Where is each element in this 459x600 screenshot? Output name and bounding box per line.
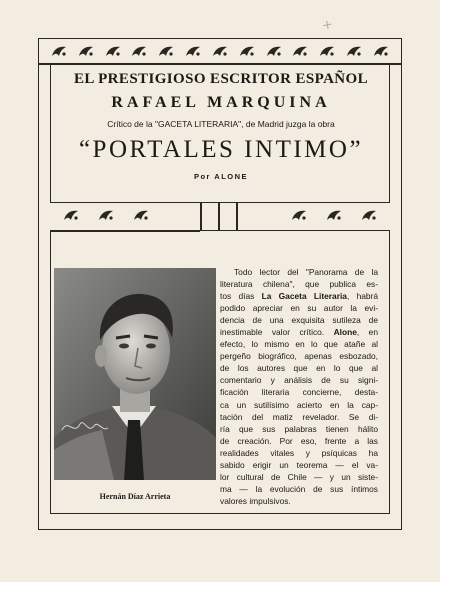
- leaf-ornament-icon: [238, 44, 256, 58]
- article-line: ficación literaria concierne, desta-: [220, 387, 378, 398]
- photo-caption: Hernán Díaz Arrieta: [99, 492, 171, 501]
- leaf-ornament-icon: [360, 208, 378, 222]
- leaf-ornament-icon: [157, 44, 175, 58]
- article-line: sabido erigir un teorema — el va-: [220, 459, 378, 470]
- article-line: inestimable valor crítico. Alone, en: [220, 327, 378, 338]
- leaf-ornament-icon: [97, 208, 115, 222]
- leaf-ornament-icon: [318, 44, 336, 58]
- article-line: tos días La Gaceta Literaria, habrá: [220, 291, 378, 302]
- leaf-ornament-icon: [184, 44, 202, 58]
- article-line: realidades vitales y psíquicas ha: [220, 447, 378, 458]
- top-ornament-row: [50, 44, 390, 58]
- middle-right-ornament-row: [290, 208, 378, 222]
- headline: EL PRESTIGIOSO ESCRITOR ESPAÑOL: [73, 71, 369, 87]
- leaf-ornament-icon: [211, 44, 229, 58]
- leaf-ornament-icon: [325, 208, 343, 222]
- portrait-illustration: [54, 268, 216, 480]
- article-line: efecto, lo mismo en lo que atañe al: [220, 339, 378, 350]
- leaf-ornament-icon: [345, 44, 363, 58]
- article-line: ría que sus palabras tienen hálito: [220, 423, 378, 434]
- subheadline: Crítico de la "GACETA LITERARIA", de Madrid juzga la obra: [107, 119, 335, 129]
- byline: Por ALONE: [193, 172, 249, 181]
- author-name: RAFAEL MARQUINA: [111, 94, 331, 111]
- article-line: literatura chilena", que publica es-: [220, 279, 378, 290]
- pencil-mark: +: [320, 17, 335, 34]
- divider-rule-right: [236, 202, 238, 230]
- scan-margin-right: [440, 0, 459, 600]
- article-line: podido apreciar en su autor la evi-: [220, 303, 378, 314]
- lower-rule-left: [50, 230, 200, 232]
- article-line: de los autores que en lo que al: [220, 363, 378, 374]
- article-line: ca un sutilísimo acierto en la cap-: [220, 399, 378, 410]
- author-portrait-photo: [54, 268, 216, 480]
- leaf-ornament-icon: [104, 44, 122, 58]
- article-line: dencia de una exquisita sutileza de: [220, 315, 378, 326]
- divider-rule-left: [200, 202, 202, 230]
- leaf-ornament-icon: [372, 44, 390, 58]
- divider-rule-mid: [218, 202, 220, 230]
- work-title: “PORTALES INTIMO”: [78, 136, 364, 163]
- article-line: tación del matiz revelador. Se di-: [220, 411, 378, 422]
- article-body: [220, 266, 378, 507]
- article-line: comentario y análisis de su signi-: [220, 375, 378, 386]
- article-line: Todo lector del "Panorama de la: [234, 267, 378, 277]
- article-line: valores impulsivos.: [220, 495, 291, 506]
- leaf-ornament-icon: [290, 208, 308, 222]
- article-line: lor cultural de Chile — y un siste-: [220, 471, 378, 482]
- article-line: ma — la evolución de sus íntimos: [220, 483, 378, 494]
- leaf-ornament-icon: [132, 208, 150, 222]
- middle-left-ornament-row: [62, 208, 150, 222]
- leaf-ornament-icon: [62, 208, 80, 222]
- leaf-ornament-icon: [130, 44, 148, 58]
- title-block: [52, 70, 390, 181]
- leaf-ornament-icon: [291, 44, 309, 58]
- article-line: pergeño biográfico, apenas esbozado,: [220, 351, 378, 362]
- leaf-ornament-icon: [77, 44, 95, 58]
- leaf-ornament-icon: [50, 44, 68, 58]
- article-line: de creación. Por eso, frente a las: [220, 435, 378, 446]
- leaf-ornament-icon: [265, 44, 283, 58]
- scan-margin-bottom: [0, 582, 459, 600]
